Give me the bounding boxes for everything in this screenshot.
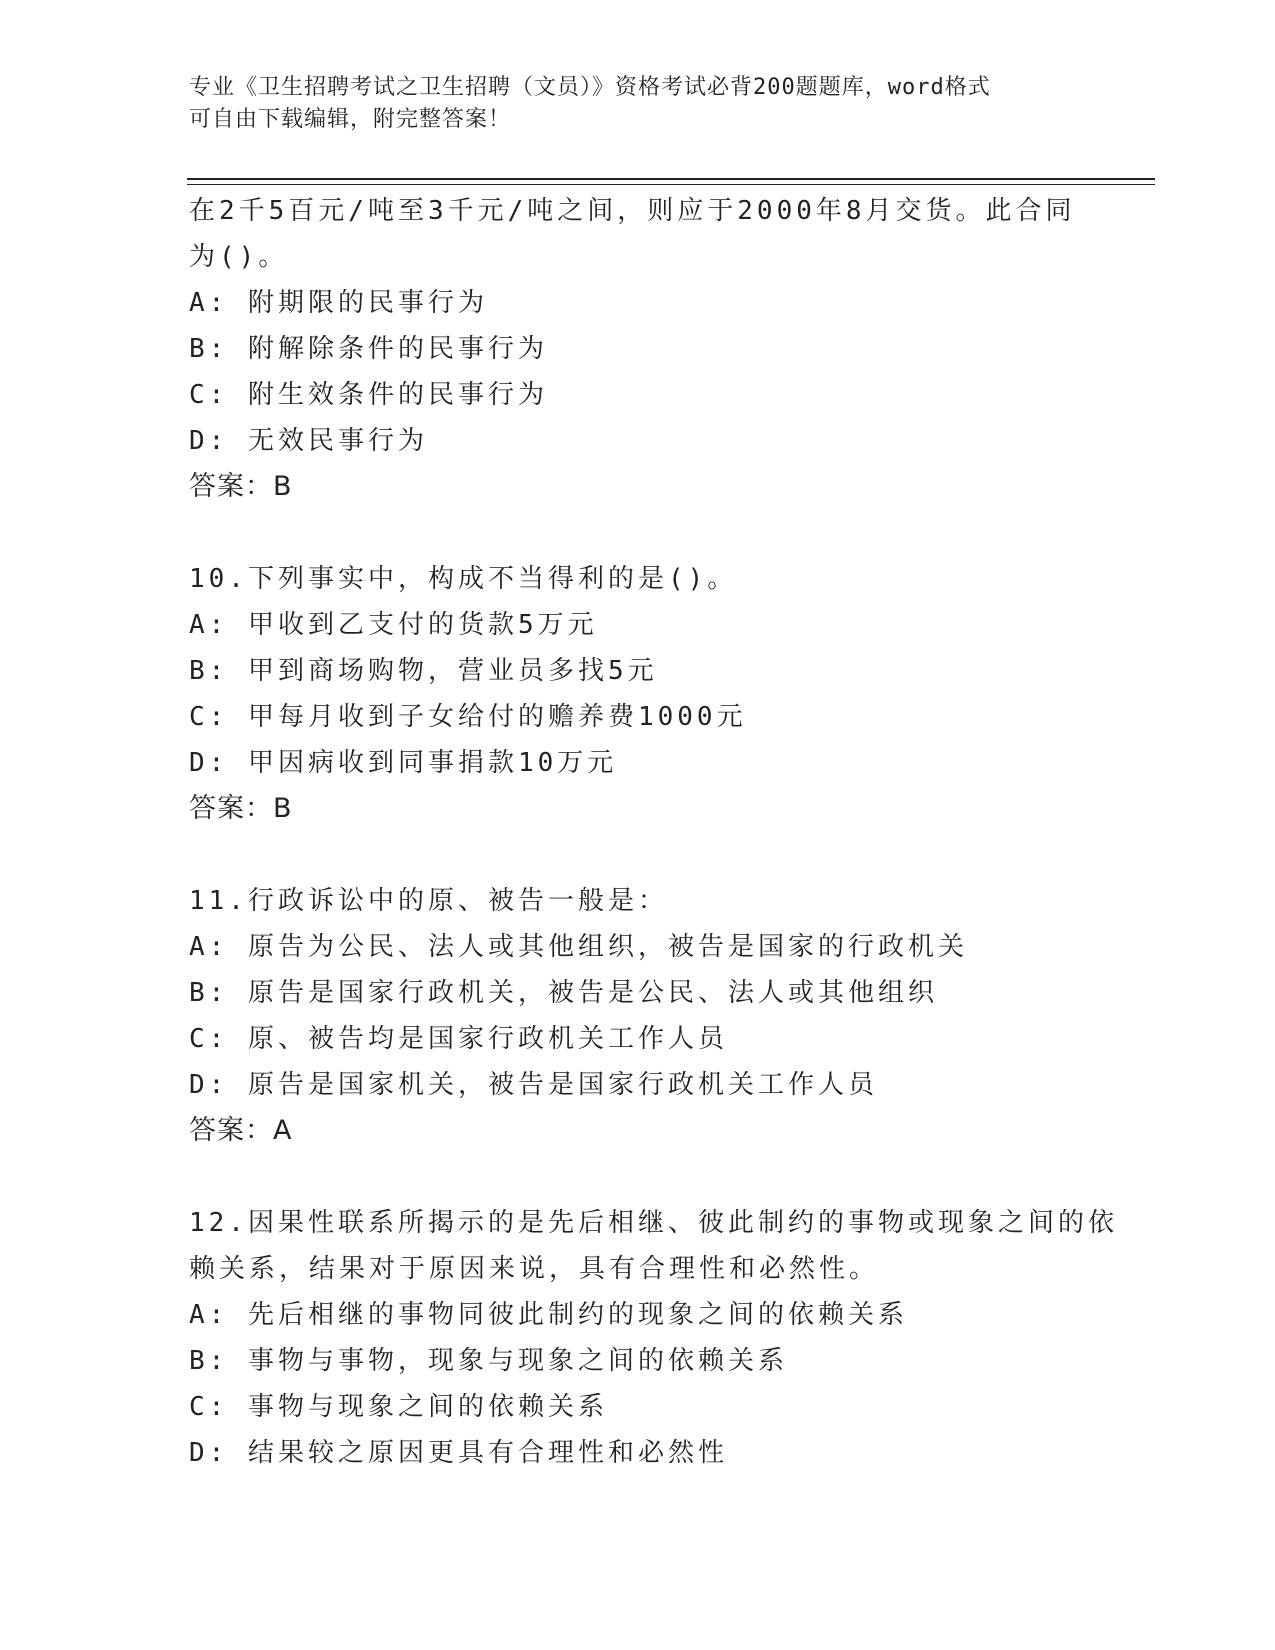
- option-b: B: 附解除条件的民事行为: [189, 334, 548, 364]
- option-a: A: 先后相继的事物同彼此制约的现象之间的依赖关系: [189, 1300, 908, 1330]
- option-d: D: 无效民事行为: [189, 426, 428, 456]
- question-11: [189, 878, 1089, 1154]
- question-12: [189, 1200, 1118, 1476]
- question-stem: 赖关系，结果对于原因来说，具有合理性和必然性。: [189, 1254, 880, 1284]
- document-header: [189, 72, 1089, 136]
- question-list: [189, 188, 1118, 1476]
- option-c: C: 事物与现象之间的依赖关系: [189, 1392, 608, 1422]
- header-line-1: 专业《卫生招聘考试之卫生招聘（文员）》资格考试必背200题题库，word格式: [189, 75, 991, 100]
- question-stem: 11.行政诉讼中的原、被告一般是：: [189, 886, 668, 916]
- answer-label: 答案：A: [189, 1115, 293, 1146]
- option-d: D: 原告是国家机关，被告是国家行政机关工作人员: [189, 1070, 878, 1100]
- header-divider-thick: [187, 178, 1155, 180]
- question-10: [189, 556, 1089, 832]
- option-c: C: 原、被告均是国家行政机关工作人员: [189, 1024, 728, 1054]
- option-d: D: 结果较之原因更具有合理性和必然性: [189, 1438, 728, 1468]
- option-d: D: 甲因病收到同事捐款10万元: [189, 748, 618, 778]
- option-a: A: 附期限的民事行为: [189, 288, 488, 318]
- answer-label: 答案：B: [189, 471, 293, 502]
- header-line-2: 可自由下载编辑，附完整答案！: [189, 107, 512, 132]
- question-stem: 为()。: [189, 242, 289, 272]
- option-c: C: 附生效条件的民事行为: [189, 380, 548, 410]
- option-b: B: 原告是国家行政机关，被告是公民、法人或其他组织: [189, 978, 938, 1008]
- header-divider-thin: [187, 184, 1155, 185]
- spacer: [189, 1154, 1089, 1200]
- spacer: [189, 832, 1089, 878]
- option-c: C: 甲每月收到子女给付的赡养费1000元: [189, 702, 747, 732]
- answer-label: 答案：B: [189, 793, 293, 824]
- option-a: A: 甲收到乙支付的货款5万元: [189, 610, 598, 640]
- option-b: B: 事物与事物，现象与现象之间的依赖关系: [189, 1346, 788, 1376]
- question-stem: 10.下列事实中，构成不当得利的是()。: [189, 564, 738, 594]
- option-b: B: 甲到商场购物，营业员多找5元: [189, 656, 658, 686]
- question-stem: 12.因果性联系所揭示的是先后相继、彼此制约的事物或现象之间的依: [189, 1208, 1118, 1238]
- question-9: [189, 188, 1089, 510]
- question-stem: 在2千5百元/吨至3千元/吨之间，则应于2000年8月交货。此合同: [189, 196, 1076, 226]
- spacer: [189, 510, 1089, 556]
- option-a: A: 原告为公民、法人或其他组织，被告是国家的行政机关: [189, 932, 968, 962]
